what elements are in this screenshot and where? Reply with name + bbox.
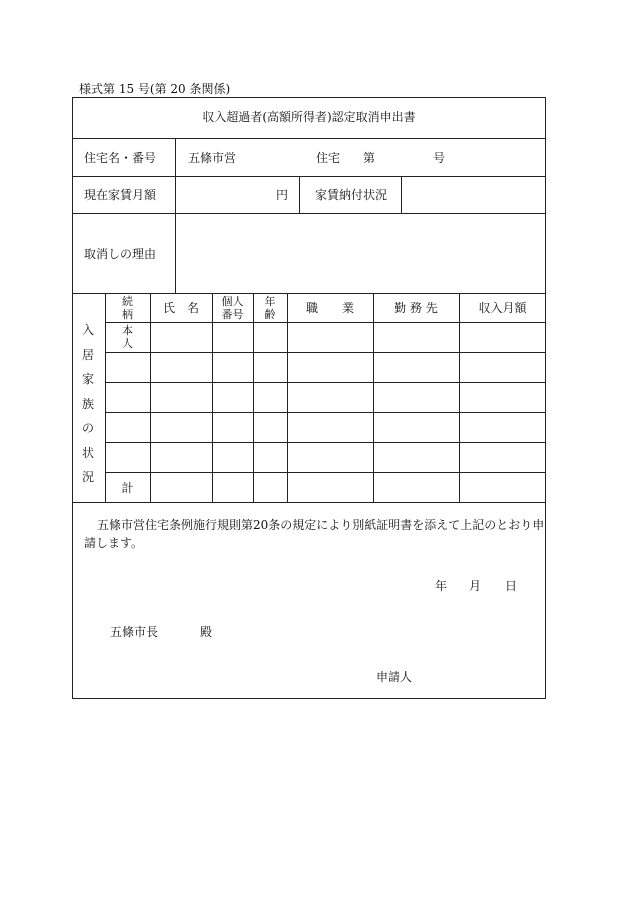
header-age: 年 齢 bbox=[264, 295, 276, 321]
rule bbox=[105, 442, 546, 443]
rule bbox=[105, 322, 546, 323]
housing-prefix: 五條市営 bbox=[188, 151, 237, 165]
reason-label: 取消しの理由 bbox=[84, 247, 157, 261]
rent-label: 現在家賃月額 bbox=[84, 188, 157, 202]
side-char: 入 bbox=[81, 323, 94, 337]
header-relation: 続 柄 bbox=[122, 295, 133, 321]
side-char: 状 bbox=[81, 445, 94, 460]
rule bbox=[287, 293, 288, 502]
statement-line-1: 五條市営住宅条例施行規則第20条の規定により別紙証明書を添えて上記のとおり申 bbox=[97, 518, 545, 532]
rule bbox=[212, 293, 213, 502]
rule bbox=[459, 293, 460, 502]
rent-unit: 円 bbox=[276, 188, 289, 202]
applicant-label: 申請人 bbox=[376, 670, 413, 684]
header-occupation: 職 業 bbox=[305, 301, 354, 315]
rule bbox=[72, 213, 546, 214]
self-label: 本 人 bbox=[122, 324, 133, 350]
number-suffix: 号 bbox=[433, 151, 446, 165]
side-char: 居 bbox=[81, 347, 94, 362]
total-label: 計 bbox=[121, 481, 134, 495]
date-year: 年 bbox=[435, 579, 448, 593]
rule bbox=[72, 138, 546, 139]
rule bbox=[72, 176, 546, 177]
side-char: 族 bbox=[81, 396, 94, 411]
header-name: 氏 名 bbox=[162, 301, 199, 315]
side-char: 家 bbox=[81, 372, 94, 386]
header-income: 収入月額 bbox=[478, 301, 527, 315]
rule bbox=[299, 176, 300, 213]
rule bbox=[175, 138, 176, 293]
rule bbox=[373, 293, 374, 502]
side-char: 況 bbox=[81, 470, 94, 484]
rule bbox=[105, 352, 546, 353]
housing-suffix: 住宅 bbox=[316, 151, 341, 165]
housing-label: 住宅名・番号 bbox=[84, 151, 157, 165]
rule bbox=[253, 293, 254, 502]
rule bbox=[105, 382, 546, 383]
statement-line-2: 請します。 bbox=[84, 536, 144, 550]
header-id-number: 個人 番号 bbox=[221, 295, 244, 321]
rule bbox=[72, 502, 546, 503]
date-day: 日 bbox=[505, 579, 518, 593]
payment-status-label: 家賃納付状況 bbox=[315, 188, 388, 202]
rule bbox=[105, 472, 546, 473]
rule bbox=[150, 293, 151, 502]
rule bbox=[105, 412, 546, 413]
date-month: 月 bbox=[469, 579, 482, 593]
number-prefix: 第 bbox=[363, 151, 376, 165]
addressee-name: 五條市長 bbox=[110, 625, 159, 639]
family-status-side-label bbox=[79, 318, 97, 490]
form-code: 様式第 15 号(第 20 条関係) bbox=[79, 82, 231, 96]
rule bbox=[401, 176, 402, 213]
rule bbox=[72, 293, 546, 294]
side-char: の bbox=[81, 421, 94, 435]
addressee-honorific: 殿 bbox=[200, 625, 213, 639]
form-title: 収入超過者(高額所得者)認定取消申出書 bbox=[202, 110, 416, 124]
header-workplace: 勤 務 先 bbox=[394, 301, 438, 315]
